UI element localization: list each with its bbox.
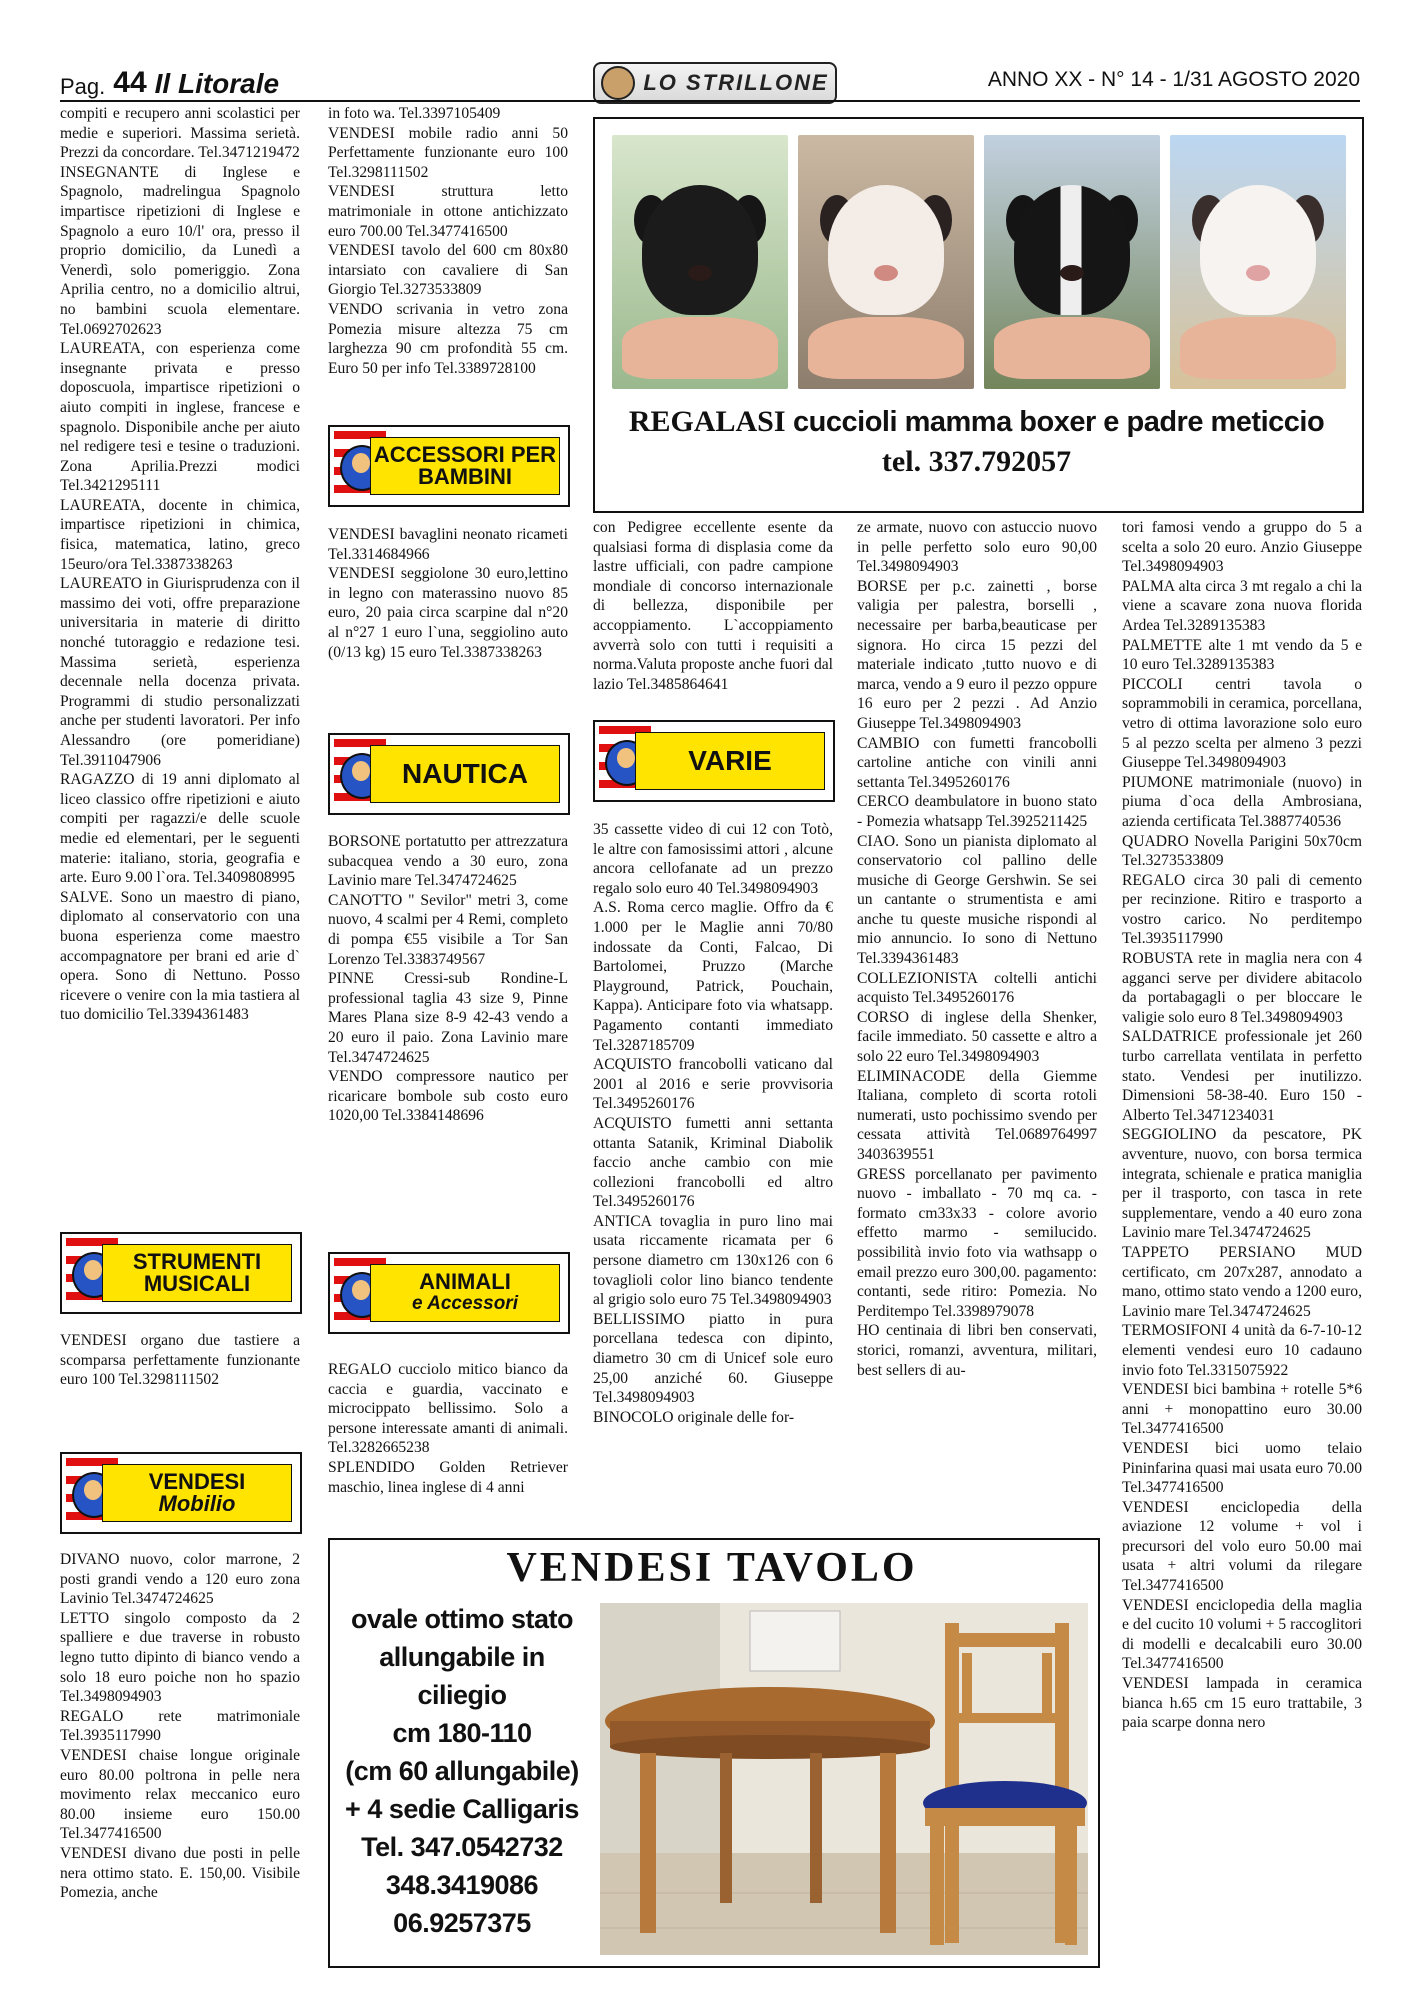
tavolo-ad-phone: 348.3419086 (385, 1870, 539, 1900)
listing: PALMETTE alte 1 mt vendo da 5 e 10 euro Tel.3289135383 (1122, 636, 1362, 674)
logo-text: LO STRILLONE (643, 70, 829, 95)
puppy-photo-3 (984, 135, 1160, 389)
tavolo-ad-phone: Tel. 347.0542732 (361, 1832, 563, 1862)
page-number: 44 (113, 66, 147, 99)
listing: HO centinaia di libri ben conservati, storici, romanzi, avventura, militari, best sellers di au- (857, 1322, 1097, 1379)
listing: 35 cassette video di cui 12 con Totò, le altre con famosissimi attori , alcune ancora cellofanate ad un prezzo regalo solo euro 40 Tel.3498094903 (593, 821, 833, 897)
section-banner-nautica (328, 733, 570, 815)
listing: VENDESI bici bambina + rotelle 5*6 anni + monopattino euro 30.00 Tel.3477416500 (1122, 1381, 1362, 1438)
listing: VENDESI struttura letto matrimoniale in ottone antichizzato euro 700.00 Tel.3477416500 (328, 183, 568, 240)
puppies-ad-text: cuccioli mamma boxer e padre meticcio (793, 406, 1325, 438)
listing: CORSO di inglese della Shenker, facile immediato. 50 cassette e altro a solo 22 euro Tel.3498094903 (857, 1008, 1097, 1066)
section-banner-strumenti (60, 1232, 302, 1314)
section-title: VARIE (635, 732, 825, 790)
column-2-nautica (328, 832, 568, 1126)
listing: VENDESI bavaglini neonato ricameti Tel.3314684966 (328, 526, 568, 563)
listing: ACQUISTO francobolli vaticano dal 2001 al 2016 e serie provvisoria Tel.3495260176 (593, 1056, 833, 1113)
column-1-strumenti (60, 1331, 300, 1390)
issue-info: ANNO XX - N° 14 - 1/31 AGOSTO 2020 (987, 68, 1360, 91)
section-banner-accessori (328, 425, 570, 507)
column-5-listings (1122, 518, 1362, 1733)
column-1-mobilio (60, 1550, 300, 1903)
puppy-photo-2 (798, 135, 974, 389)
column-2-listings (328, 104, 568, 378)
tavolo-ad-line: + 4 sedie Calligaris (345, 1794, 579, 1824)
tavolo-ad-phone: 06.9257375 (393, 1908, 531, 1938)
strillone-mascot-icon (601, 66, 635, 100)
listing: BORSE per p.c. zainetti , borse valigia per palestra, borselli , necessaire per barba,beauticase per signora. Ho circa 15 pezzi del materiale indicato ,tutto nuovo e di marca, vendo a 9 euro il pezzo oppure 16 euro per 2 pezzi . Ad Anzio Giuseppe Tel.3498094903 (857, 577, 1097, 732)
puppies-ad-phone: tel. 337.792057 (881, 445, 1072, 478)
listing: VENDESI divano due posti in pelle nera ottimo stato. E. 150,00. Visibile Pomezia, anche (60, 1844, 300, 1902)
listing: tori famosi vendo a gruppo do 5 a scelta a solo 20 euro. Anzio Giuseppe Tel.3498094903 (1122, 519, 1362, 576)
listing: VENDESI enciclopedia della aviazione 12 volume + vol i precursori del volo euro 50.00 mai usata + altri volumi da rilegare Tel.3477416500 (1122, 1498, 1362, 1595)
listing: REGALO rete matrimoniale Tel.3935117990 (60, 1707, 300, 1745)
listing: con Pedigree eccellente esente da qualsiasi forma di displasia come da lastre ufficiali, con padre campione mondiale di concorso internazionale di bellezza, disponibile per accoppiamento. L`accoppiamento avverrà solo con tutti i requisiti a norma.Valuta proposte anche fuori dal lazio Tel.3485864641 (593, 519, 833, 693)
listing: VENDESI lampada in ceramica bianca h.65 cm 15 euro trattabile, 3 paia scarpe donna nero (1122, 1675, 1362, 1732)
column-2-animali (328, 1360, 568, 1497)
listing: LAUREATA, docente in chimica, impartisce ripetizioni in chimica, fisica, matematica, latino, greco 15euro/ora Tel.3387338263 (60, 496, 300, 573)
listing: CIAO. Sono un pianista diplomato al conservatorio col pallino delle musiche di George Gershwin. Se sei un cantante o strumentista e ami anche tu queste musiche rispondi al mio annuncio. Io sono di Nettuno Tel.3394361483 (857, 832, 1097, 968)
listing: REGALO cucciolo mitico bianco da caccia e guardia, vaccinato e microcippato bellissimo. Solo a persone interessate amanti di animali. Tel.3282665238 (328, 1361, 568, 1457)
tavolo-ad-line: allungabile in ciliegio (379, 1642, 545, 1710)
section-title (102, 1464, 292, 1522)
newspaper-name: Il Litorale (154, 68, 280, 99)
listing: SALVE. Sono un maestro di piano, diplomato al conservatorio con una buona esperienza come maestro accompagnatore per brani ed arie d` opera. Sono di Nettuno. Posso ricevere o venire con la mia tastiera al tuo domicilio Tel.3394361483 (60, 888, 300, 1024)
page-header-left (60, 60, 279, 100)
listing: CANOTTO " Sevilor" metri 3, come nuovo, 4 scalmi per 4 Remi, completo di pompa €55 visibile a Tor San Lorenzo Tel.3383749567 (328, 891, 568, 968)
section-title: NAUTICA (370, 745, 560, 803)
section-banner-varie (593, 720, 835, 802)
listing: PIUMONE matrimoniale (nuovo) in piuma d`oca della Ambrosiana, azienda certificata Tel.3887740536 (1122, 773, 1362, 830)
listing: GRESS porcellanato per pavimento nuovo - imballato - 70 mq ca. - formato cm33x33 - colore avorio effetto marmo - semilucido. possibilità invio foto via wathsapp o email prezzo euro 300,00. pagamento: contanti, sede ritiro: Pomezia. No Perditempo Tel.3398979078 (857, 1165, 1097, 1320)
listing: LAUREATA, con esperienza come insegnante privata e presso doposcuola, impartisce ripetizioni o aiuto compiti in inglese, francese e spagnolo. Disponibile anche per aiuto nel redigere tesi e tesine o traduzioni. Zona Aprilia.Prezzi modici Tel.3421295111 (60, 340, 300, 495)
page-label: Pag. (60, 74, 106, 99)
listing: in foto wa. Tel.3397105409 (328, 105, 501, 122)
listing: COLLEZIONISTA coltelli antichi acquisto Tel.3495260176 (857, 969, 1097, 1007)
section-title-line: Mobilio (158, 1491, 236, 1516)
listing: VENDESI tavolo del 600 cm 80x80 intarsiato con cavaliere di San Giorgio Tel.3273533809 (328, 242, 568, 299)
column-2-accessori (328, 525, 568, 662)
tavolo-ad-details (332, 1600, 592, 1942)
listing: VENDESI enciclopedia della maglia e del cucito 10 volumi + 5 raccoglitori di modelli e decalcabili euro 30.00 Tel.3477416500 (1122, 1596, 1362, 1673)
tavolo-ad-line: (cm 60 allungabile) (345, 1756, 579, 1786)
listing: BINOCOLO originale delle for- (593, 1408, 795, 1426)
listing: SEGGIOLINO da pescatore, PK avventure, nuovo, con borsa termica integrata, schienale e pratica maniglia per il trasporto, con tasca in rete supplementare, vendo a 40 euro zona Lavinio mare Tel.3474724625 (1122, 1126, 1362, 1242)
listing: TAPPETO PERSIANO MUD certificato, cm 207x287, annodato a mano, ottimo stato vendo a 1200 euro, Lavinio mare Tel.3474724625 (1122, 1243, 1362, 1320)
puppies-ad-line-1 (600, 402, 1353, 442)
listing: ANTICA tovaglia in puro lino mai usata riccamente ricamata per 6 persone diametro cm 130x126 con 6 tovaglioli color lino bianco tendente al grigio solo euro 75 Tel.3498094903 (593, 1212, 833, 1309)
tavolo-ad-title: VENDESI TAVOLO (506, 1545, 918, 1591)
listing: ACQUISTO fumetti anni settanta ottanta Satanik, Kriminal Diabolik faccio anche cambio con mie collezioni francobolli ed altro Tel.3495260176 (593, 1114, 833, 1211)
puppies-ad-keyword: REGALASI (628, 405, 786, 438)
section-title-line: VENDESI (148, 1469, 246, 1494)
section-title: ACCESSORI PER BAMBINI (370, 437, 560, 495)
tavolo-ad-line: ovale ottimo stato (350, 1604, 574, 1634)
listing: CERCO deambulatore in buono stato - Pomezia whatsapp Tel.3925211425 (857, 793, 1097, 830)
listing: CAMBIO con fumetti francobolli cartoline antiche con vinili anni settanta Tel.3495260176 (857, 734, 1097, 791)
listing: VENDESI organo due tastiere a scomparsa perfettamente funzionante euro 100 Tel.3298111502 (60, 1332, 300, 1389)
section-banner-animali (328, 1252, 570, 1334)
listing: REGALO circa 30 pali di cemento per recinzione. Ritiro e trasporto a vostro carico. No perditempo Tel.3935117990 (1122, 871, 1362, 948)
listing: VENDESI bici uomo telaio Pininfarina quasi mai usata euro 70.00 Tel.3477416500 (1122, 1439, 1362, 1497)
section-title: STRUMENTI MUSICALI (102, 1244, 292, 1302)
listing: A.S. Roma cerco maglie. Offro da € 1.000 per le Maglie anni 70/80 indossate da Conti, Falcao, Di Bartolomei, Pruzzo (Marche Playground, Patrick, Pouchain, Kappa). Anticipare foto via whatsapp. Pagamento contanti immediato Tel.3287185709 (593, 899, 833, 1054)
listing: compiti e recupero anni scolastici per medie e superiori. Massima serietà. Prezzi da concordare. Tel.3471219472 (60, 105, 300, 162)
listing: TERMOSIFONI 4 unità da 6-7-10-12 elementi vendesi euro 10 cadauno invio foto Tel.3315075922 (1122, 1322, 1362, 1379)
section-title (370, 1264, 560, 1322)
puppy-photo-4 (1170, 135, 1346, 389)
listing: VENDESI chaise longue originale euro 80.00 poltrona in pelle nera movimento relax meccanico euro 80.00 insieme euro 150.00 Tel.3477416500 (60, 1746, 300, 1843)
section-title-line: e Accessori (412, 1293, 518, 1314)
section-banner-mobilio (60, 1452, 302, 1534)
table-chair-illustration (600, 1603, 1088, 1955)
table-and-chair-photo (600, 1603, 1088, 1955)
listing: VENDO scrivania in vetro zona Pomezia misure altezza 75 cm larghezza 90 cm profondità 55 cm. Euro 50 per info Tel.3389728100 (328, 300, 568, 377)
column-4-listings (857, 518, 1097, 1380)
listing: DIVANO nuovo, color marrone, 2 posti grandi vendo a 120 euro zona Lavinio Tel.3474724625 (60, 1551, 300, 1608)
column-3-listings (593, 518, 833, 694)
listing: LAUREATO in Giurisprudenza con il massimo dei voti, offre preparazione universitaria in materie di diritto nonché tutoraggio e redazione tesi. Massima serietà, esperienza decennale nella docenza privata. Programmi di studio personalizzati anche per studenti lavoratori. Per info Alessandro (ore pomeridiane) Tel.3911047906 (60, 575, 300, 769)
listing: PINNE Cressi-sub Rondine-L professional taglia 43 size 9, Pinne Mares Plana size 8-9 42-43 vendo a 20 euro il paio. Zona Lavinio mare Tel.3474724625 (328, 970, 568, 1066)
listing: SPLENDIDO Golden Retriever maschio, linea inglese di 4 anni (328, 1458, 568, 1496)
listing: BELLISSIMO piatto in pura porcellana tedesca con dipinto, diametro 30 cm di Unicef sole euro 25,00 anziché 60. Giuseppe Tel.3498094903 (593, 1310, 833, 1407)
section-title-line: ANIMALI (419, 1269, 511, 1294)
listing: PICCOLI centri tavola o soprammobili in ceramica, porcellana, vetro di ottima lavorazione solo euro 5 al pezzo scelta per almeno 3 pezzi Giuseppe Tel.3498094903 (1122, 675, 1362, 772)
puppies-ad-caption (600, 402, 1353, 482)
column-1-listings (60, 104, 300, 1025)
listing: SALDATRICE professionale jet 260 turbo carrellata ventilata in perfetto stato. Vendesi per inutilizzo. Dimensioni 58-38-40. Euro 150 - Alberto Tel.3471234031 (1122, 1028, 1362, 1124)
listing: BORSONE portatutto per attrezzatura subacquea vendo a 30 euro, zona Lavinio mare Tel.3474724625 (328, 833, 568, 890)
listing: ze armate, nuovo con astuccio nuovo in pelle perfetto solo euro 90,00 Tel.3498094903 (857, 519, 1097, 576)
tavolo-ad-line: cm 180-110 (392, 1718, 532, 1748)
listing: PALMA alta circa 3 mt regalo a chi la viene a scavare zona nuova florida Ardea Tel.3289135383 (1122, 577, 1362, 634)
listing: INSEGNANTE di Inglese e Spagnolo, madrelingua Spagnolo impartisce ripetizioni di Inglese e Spagnolo a euro 10/l' ora, presso il proprio domicilio, da Lunedì a Venerdì, solo pomeriggio. Zona Aprilia centro, no a domicilio altrui, no bambini scuola elementare. Tel.0692702623 (60, 163, 300, 338)
listing: ELIMINACODE della Giemme Italiana, completo di scorta rotoli numerati, usto pochissimo svendo per cessata attività Tel.0689764997 3403639551 (857, 1067, 1097, 1163)
listing: VENDO compressore nautico per ricaricare bombole sub costo euro 1020,00 Tel.3384148696 (328, 1068, 568, 1125)
listing: ROBUSTA rete in maglia nera con 4 agganci serve per dividere abitacolo da portabagagli o per bloccare le valigie solo euro 8 Tel.3498094903 (1122, 950, 1362, 1026)
strillone-logo (593, 62, 837, 104)
listing: QUADRO Novella Parigini 50x70cm Tel.3273533809 (1122, 832, 1362, 870)
listing: VENDESI seggiolone 30 euro,lettino in legno con materassino nuovo 85 euro, 20 paia circa scarpine dal n°20 al n°27 1 euro l`una, seggiolino auto (0/13 kg) 15 euro Tel.3387338263 (328, 565, 568, 661)
listing: LETTO singolo composto da 2 spalliere e due traverse in robusto legno tutto dipinto di bianco vendo a solo 18 euro poiche non ho spazio Tel.3498094903 (60, 1609, 300, 1706)
header-rule (60, 100, 1360, 102)
listing: VENDESI mobile radio anni 50 Perfettamente funzionante euro 100 Tel.3298111502 (328, 124, 568, 181)
puppy-photo-1 (612, 135, 788, 389)
column-3-varie (593, 820, 833, 1427)
listing: RAGAZZO di 19 anni diplomato al liceo classico offre ripetizioni e aiuto compiti per ragazzi/e delle scuole medie ed elementari, per le seguenti materie: italiano, storia, geografia e arte. Euro 9.00 l`ora. Tel.3409808995 (60, 771, 300, 887)
